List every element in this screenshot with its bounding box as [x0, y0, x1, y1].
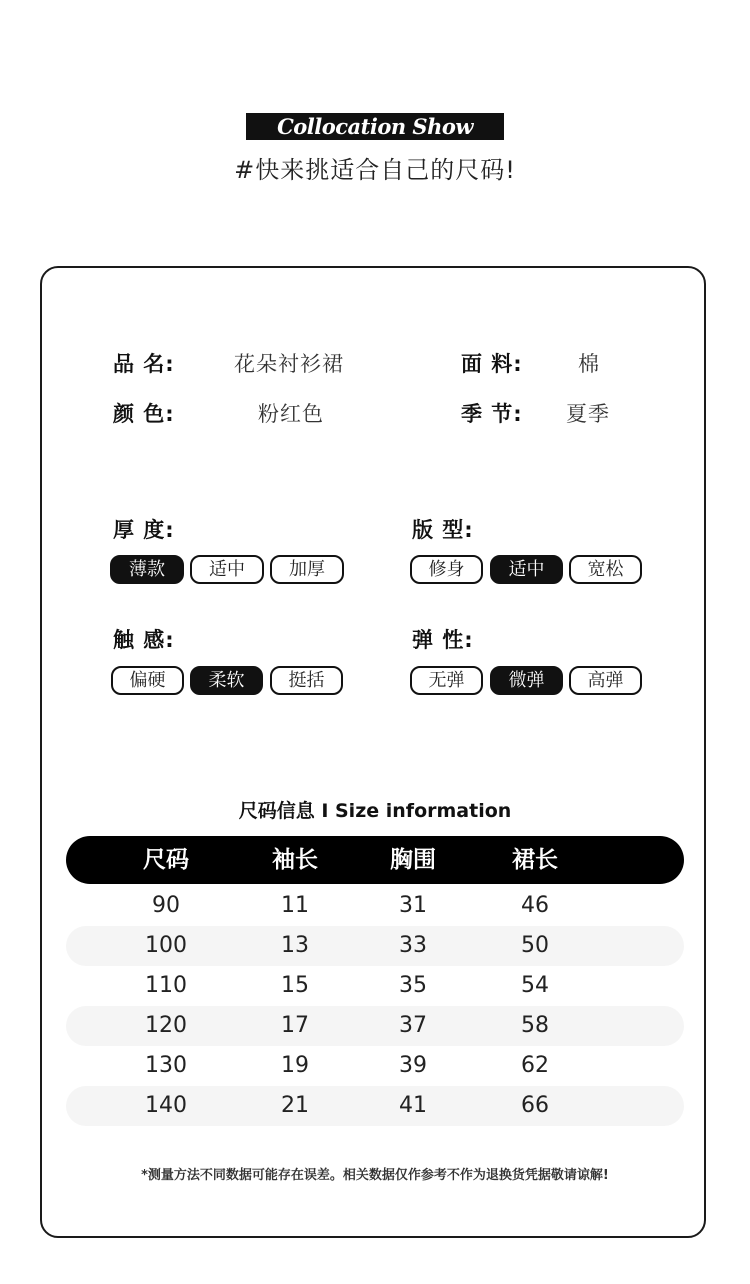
cell-sleeve: 19	[281, 1053, 309, 1078]
page-subtitle: #快来挑适合自己的尺码!	[234, 156, 516, 184]
cell-size: 110	[145, 973, 187, 998]
cell-size: 140	[145, 1093, 187, 1118]
elastic-option: 微弹	[490, 666, 563, 695]
cell-length: 62	[521, 1053, 549, 1078]
touch-option: 柔软	[190, 666, 263, 695]
cell-sleeve: 11	[281, 893, 309, 918]
elastic-label: 弹 性:	[412, 628, 474, 652]
cell-length: 54	[521, 973, 549, 998]
color-label: 颜 色:	[113, 402, 175, 426]
table-row	[66, 886, 684, 926]
season-label: 季 节:	[461, 402, 523, 426]
fabric-value: 棉	[578, 352, 600, 376]
thickness-option: 薄款	[110, 555, 184, 584]
cell-length: 50	[521, 933, 549, 958]
touch-label: 触 感:	[113, 628, 175, 652]
cell-length: 58	[521, 1013, 549, 1038]
cell-sleeve: 15	[281, 973, 309, 998]
cell-length: 66	[521, 1093, 549, 1118]
fit-option: 宽松	[569, 555, 642, 584]
cell-chest: 41	[399, 1093, 427, 1118]
touch-option: 偏硬	[111, 666, 184, 695]
table-row	[66, 966, 684, 1006]
fabric-label: 面 料:	[461, 352, 523, 376]
touch-option: 挺括	[270, 666, 343, 695]
color-value: 粉红色	[258, 402, 324, 426]
cell-chest: 39	[399, 1053, 427, 1078]
cell-size: 120	[145, 1013, 187, 1038]
cell-size: 130	[145, 1053, 187, 1078]
cell-size: 90	[152, 893, 180, 918]
size-info-title: 尺码信息 I Size information	[238, 800, 512, 822]
cell-sleeve: 21	[281, 1093, 309, 1118]
season-value: 夏季	[566, 402, 610, 426]
cell-chest: 35	[399, 973, 427, 998]
cell-chest: 37	[399, 1013, 427, 1038]
measurement-disclaimer: *测量方法不同数据可能存在误差。相关数据仅作参考不作为退换货凭据敬请谅解!	[141, 1168, 609, 1183]
cell-size: 100	[145, 933, 187, 958]
product-name-value: 花朵衬衫裙	[234, 352, 344, 376]
product-name-label: 品 名:	[113, 352, 175, 376]
table-row	[66, 1046, 684, 1086]
cell-chest: 33	[399, 933, 427, 958]
elastic-option: 无弹	[410, 666, 483, 695]
header-sleeve: 袖长	[272, 847, 318, 873]
thickness-option: 适中	[190, 555, 264, 584]
cell-sleeve: 13	[281, 933, 309, 958]
thickness-label: 厚 度:	[113, 518, 175, 542]
cell-sleeve: 17	[281, 1013, 309, 1038]
header-chest: 胸围	[390, 847, 436, 873]
cell-chest: 31	[399, 893, 427, 918]
table-row	[66, 926, 684, 966]
cell-length: 46	[521, 893, 549, 918]
header-size: 尺码	[143, 847, 189, 873]
fit-label: 版 型:	[412, 518, 474, 542]
fit-option: 适中	[490, 555, 563, 584]
thickness-option: 加厚	[270, 555, 344, 584]
size-table-header	[66, 836, 684, 884]
table-row	[66, 1086, 684, 1126]
fit-option: 修身	[410, 555, 483, 584]
table-row	[66, 1006, 684, 1046]
collocation-show-banner: Collocation Show	[246, 113, 504, 140]
header-length: 裙长	[512, 847, 558, 873]
elastic-option: 高弹	[569, 666, 642, 695]
